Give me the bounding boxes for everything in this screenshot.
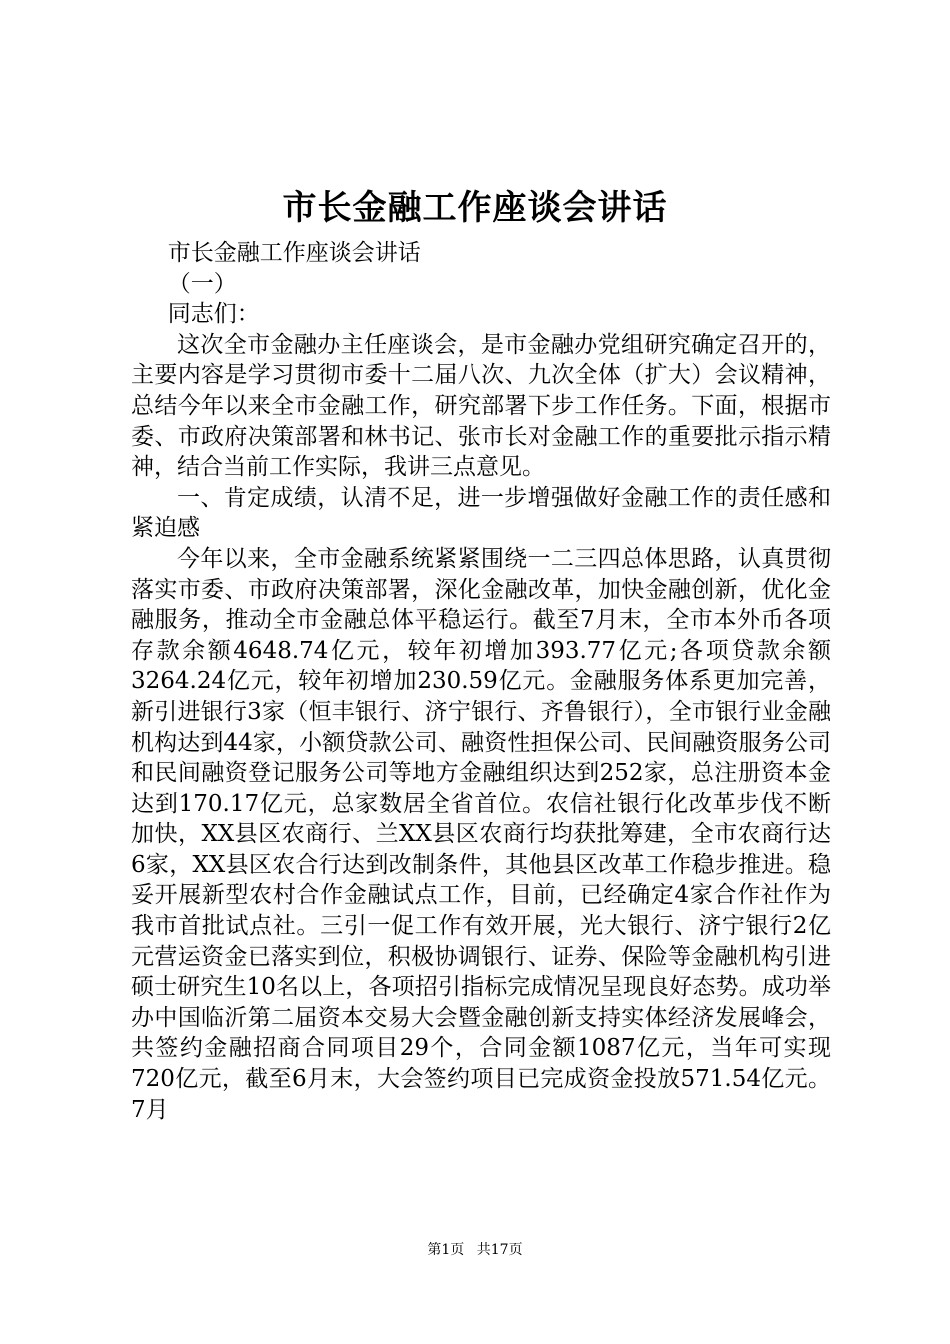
document-body <box>131 238 831 1125</box>
page-number: 第1页 <box>427 1242 465 1258</box>
paragraph-salutation: 同志们： <box>167 301 260 328</box>
paragraph-subtitle: 市长金融工作座谈会讲话 <box>167 240 421 266</box>
paragraph-section-number: （一） <box>167 270 237 297</box>
paragraph-achievements: 今年以来，全市金融系统紧紧围绕一二三四总体思路，认真贯彻落实市委、市政府决策部署，深化金融改革，加快金融创新，优化金融服务，推动全市金融总体平稳运行。截至7月末，全市本外币各项存款余额4648.74亿元，较年初增加393.77亿元;各项贷款余额3264.24亿元，较年初增加230.59亿元。金融服务体系更加完善，新引进银行3家（恒丰银行、济宁银行、齐鲁银行），全市银行业金融机构达到44家，小额贷款公司、融资性担保公司、民间融资服务公司和民间融资登记服务公司等地方金融组织达到252家，总注册资本金达到170.17亿元，总家数居全省首位。农信社银行化改革步伐不断加快，XX县区农商行、兰XX县区农商行均获批筹建，全市农商行达6家，XX县区农合行达到改制条件，其他县区改革工作稳步推进。稳妥开展新型农村合作金融试点工作，目前，已经确定4家合作社作为我市首批试点社。三引一促工作有效开展，光大银行、济宁银行2亿元营运资金已落实到位，积极协调银行、证券、保险等金融机构引进硕士研究生10名以上，各项招引指标完成情况呈现良好态势。成功举办中国临沂第二届资本交易大会暨金融创新支持实体经济发展峰会，共签约金融招商合同项目29个，合同金额1087亿元，当年可实现720亿元，截至6月末，大会签约项目已完成资金投放571.54亿元。7月 <box>131 545 831 1123</box>
paragraph-intro: 这次全市金融办主任座谈会，是市金融办党组研究确定召开的，主要内容是学习贯彻市委十二届八次、九次全体（扩大）会议精神，总结今年以来全市金融工作，研究部署下步工作任务。下面，根据市委、市政府决策部署和林书记、张市长对金融工作的重要批示指示精神，结合当前工作实际，我讲三点意见。 <box>131 331 831 481</box>
page-total: 共17页 <box>476 1242 523 1258</box>
paragraph-heading-one: 一、肯定成绩，认清不足，进一步增强做好金融工作的责任感和紧迫感 <box>131 484 831 542</box>
page-footer <box>0 1240 950 1260</box>
document-title: 市长金融工作座谈会讲话 <box>282 188 668 228</box>
